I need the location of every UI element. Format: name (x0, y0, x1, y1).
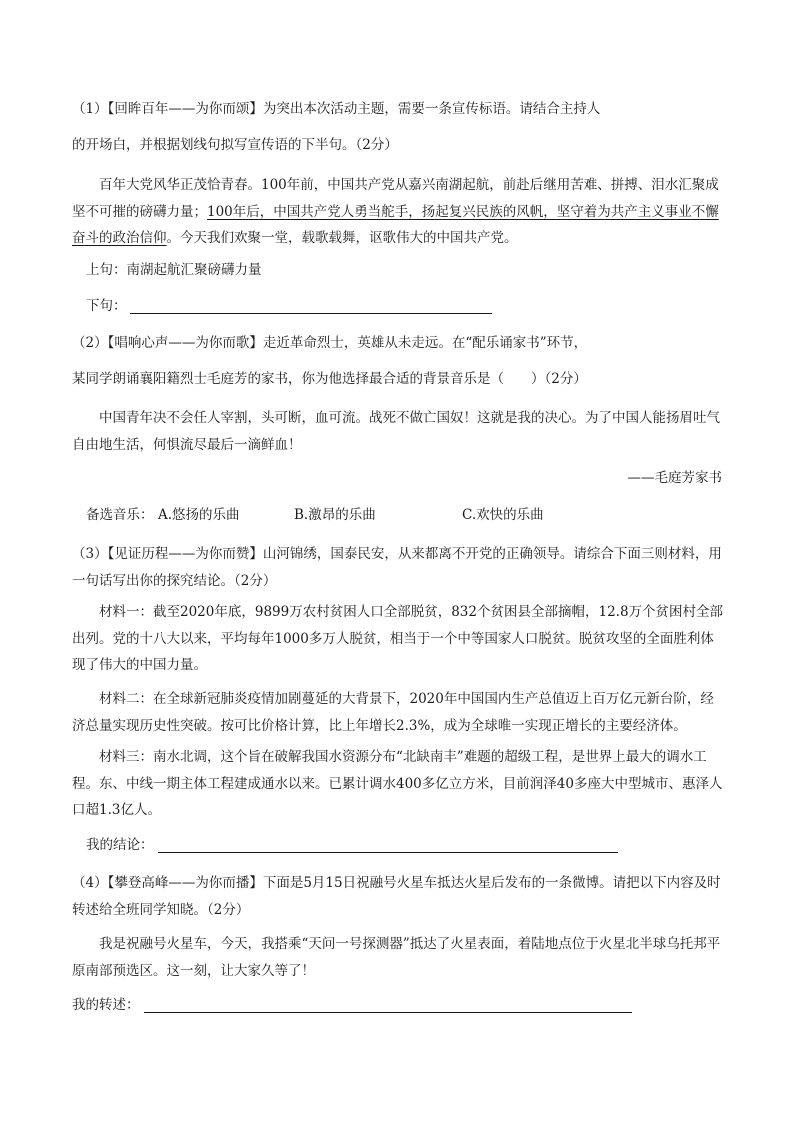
q1-prompt-line2: 的开场白，并根据划线句拟写宣传语的下半句。（2分） (72, 137, 398, 153)
q1-answer-blank[interactable] (130, 313, 492, 314)
q2-prompt-line2: 某同学朗诵襄阳籍烈士毛庭芳的家书，你为他选择最合适的背景音乐是（ ）（2分） (72, 371, 587, 387)
q2-option-a[interactable]: A.悠扬的乐曲 (158, 507, 240, 523)
q1-upper-sentence: 上句：南湖起航汇聚磅礴力量 (86, 262, 262, 278)
q4-relay-label: 我的转述： (72, 997, 140, 1013)
q4-passage: 我是祝融号火星车，今天，我搭乘“天问一号探测器”抵达了火星表面，着陆地点位于火星北半球乌托邦平原南部预选区。这一刻，让大家久等了！ (72, 936, 721, 979)
q2-option-b[interactable]: B.激昂的乐曲 (294, 507, 376, 523)
q2-prompt-line1: （2）【唱响心声——为你而歌】走近革命烈士，英雄从未走远。在“配乐诵家书”环节， (72, 335, 588, 351)
q3-material-1: 材料一：截至2020年底，9899万农村贫困人口全部脱贫，832个贫困县全部摘帽，12.8万个贫困村全部出列。党的十八大以来，平均每年1000多万人脱贫，相当于一个中等国家人口脱贫。脱贫攻坚的全面胜利体现了伟大的中国力量。 (72, 604, 724, 673)
q3-prompt: （3）【见证历程——为你而赞】山河锦绣，国泰民安，从来都离不开党的正确领导。请综合下面三则材料，用一句话写出你的探究结论。（2分） (72, 546, 722, 589)
q4-prompt: （4）【攀登高峰——为你而播】下面是5月15日祝融号火星车抵达火星后发布的一条微博。请把以下内容及时转述给全班同学知晓。（2分） (72, 875, 721, 918)
q1-prompt-line1: （1）【回眸百年——为你而颂】为突出本次活动主题，需要一条宣传标语。请结合主持人 (72, 101, 601, 117)
q3-material-3: 材料三：南水北调，这个旨在破解我国水资源分布“北缺南丰”难题的超级工程，是世界上最大的调水工程。东、中线一期主体工程建成通水以来。已累计调水400多亿立方米，目前润泽40多座大中型城市、惠泽人口超1.3亿人。 (72, 749, 723, 818)
q2-option-c[interactable]: C.欢快的乐曲 (462, 507, 544, 523)
q2-options-label: 备选音乐： (86, 507, 154, 523)
q1-passage-end: 。今天我们欢聚一堂，载歌载舞，讴歌伟大的中国共产党。 (166, 230, 518, 246)
q2-passage: 中国青年决不会任人宰割，头可断，血可流。战死不做亡国奴！这就是我的决心。为了中国人能扬眉吐气自由地生活，何惧流尽最后一滴鲜血！ (72, 410, 720, 453)
q2-source: ——毛庭芳家书 (627, 470, 722, 486)
q3-material-2: 材料二：在全球新冠肺炎疫情加剧蔓延的大背景下，2020年中国国内生产总值迈上百万亿元新台阶，经济总量实现历史性突破。按可比价格计算，比上年增长2.3%，成为全球唯一实现正增长的主要经济体。 (72, 691, 714, 734)
q1-passage-start: 百年大党风华正茂恰青春。100年前，中国共产党从嘉兴南湖起航，前赴后继用苦难、拼搏、泪水汇聚成坚不可摧的磅礴力量； (72, 177, 719, 220)
q1-passage-underlined: 100年后，中国共产党人勇当舵手，扬起复兴民族的风帆，坚守着为共产主义事业不懈奋斗的政治信仰 (72, 203, 719, 246)
q4-relay-blank[interactable] (144, 1012, 632, 1013)
q1-passage (72, 172, 724, 252)
q1-lower-label: 下句： (86, 298, 127, 314)
q3-conclusion-label: 我的结论： (86, 837, 154, 853)
q3-conclusion-blank[interactable] (158, 852, 618, 853)
